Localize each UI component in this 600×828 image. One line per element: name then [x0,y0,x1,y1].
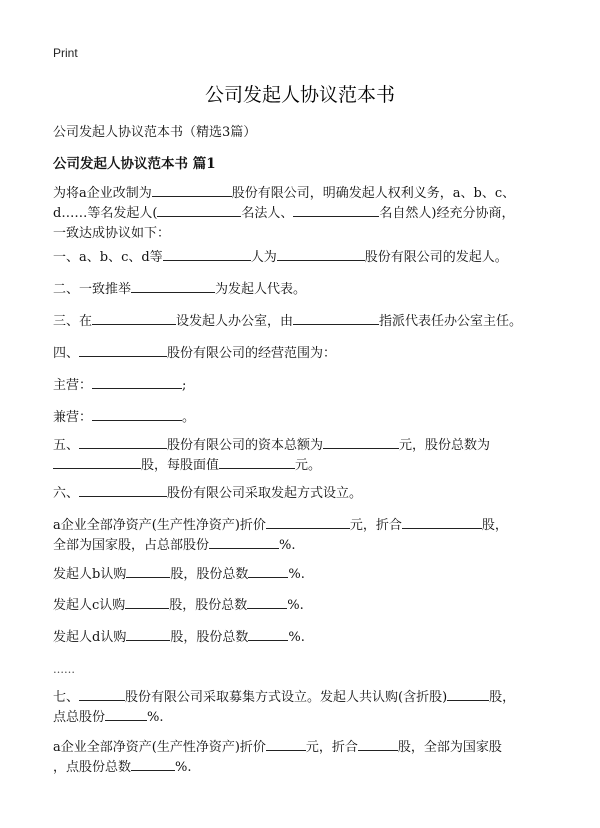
text: 股，每股面值 [141,458,220,473]
paragraph-clause-3 [53,312,553,331]
fill-blank [248,565,288,578]
text: 七、 [53,690,80,705]
paragraph-side-business [53,408,553,427]
fill-blank [79,688,125,701]
text: 一致达成协议如下： [53,226,171,241]
text: a企业全部净资产(生产性净资产)折价 [53,740,266,755]
text: 六、 [53,486,80,501]
text: %. [279,538,296,553]
fill-blank [126,565,170,578]
fill-blank [402,516,482,529]
ellipsis [53,660,553,679]
text: 元，折合 [305,740,358,755]
text: 股份有限公司采取募集方式设立。发起人共认购(含折股) [125,690,448,705]
text: ，点股份总数 [53,760,132,775]
fill-blank [266,516,350,529]
fill-blank [53,456,141,469]
paragraph-clause-6 [53,484,553,503]
fill-blank [79,436,167,449]
text: 股， [481,518,508,533]
fill-blank [293,312,379,325]
fill-blank [131,758,175,771]
paragraph-subscriber-c [53,596,553,615]
text: %. [288,630,305,645]
text: 股，全部为国家股 [397,740,502,755]
paragraph-clause-4 [53,344,553,363]
text: 主营： [53,378,93,393]
page-title: 公司发起人协议范本书 [204,84,395,106]
text: 股份有限公司的资本总额为 [167,438,324,453]
text: 股份有限公司的经营范围为： [167,346,337,361]
fill-blank [105,708,147,721]
text: 股，股份总数 [169,598,248,613]
text: 名法人、 [241,206,294,221]
section-heading: 公司发起人协议范本书 篇1 [53,156,216,172]
fill-blank [126,628,170,641]
fill-blank [125,596,169,609]
fill-blank [219,456,295,469]
text: 为将a企业改制为 [53,186,152,201]
text: 。 [182,410,196,425]
fill-blank [293,204,379,217]
text: 股份有限公司的发起人。 [364,250,508,265]
text: 元，折合 [349,518,402,533]
paragraph-clause-7 [53,688,553,727]
print-link[interactable]: Print [53,46,78,60]
text: ; [182,378,187,393]
fill-blank [163,248,251,261]
paragraph-clause-5 [53,436,553,475]
text: 四、 [53,346,80,361]
text: 发起人c认购 [53,598,126,613]
fill-blank [277,248,365,261]
fill-blank [447,688,489,701]
text: %. [288,567,305,582]
fill-blank [92,312,176,325]
text: 发起人b认购 [53,567,127,582]
paragraph-intro [53,184,553,243]
text: 三、在 [53,314,93,329]
text: 设发起人办公室，由 [176,314,294,329]
text: 元。 [295,458,322,473]
text: d……等名发起人( [53,206,158,221]
text: 兼营： [53,410,93,425]
paragraph-subscriber-b [53,565,553,584]
fill-blank [131,280,215,293]
fill-blank [157,204,241,217]
fill-blank [358,738,398,751]
text: 点总股份 [53,710,106,725]
text: 股，股份总数 [170,630,249,645]
text: 一、a、b、c、d等 [53,250,163,265]
text: %. [175,760,192,775]
fill-blank [92,408,182,421]
text: %. [287,598,304,613]
document-subtitle: 公司发起人协议范本书（精选3篇） [53,125,257,140]
text: 股份有限公司采取发起方式设立。 [167,486,363,501]
fill-blank [266,738,306,751]
text: 全部为国家股，占总部股份 [53,538,210,553]
text: 名自然人)经充分协商， [379,206,515,221]
text: 人为 [250,250,277,265]
text: 股，股份总数 [170,567,249,582]
fill-blank [323,436,399,449]
paragraph-clause-2 [53,280,553,299]
text: 指派代表任办公室主任。 [379,314,523,329]
text: 为发起人代表。 [215,282,307,297]
fill-blank [79,484,167,497]
fill-blank [247,596,287,609]
paragraph-net-assets [53,516,553,555]
fill-blank [92,376,182,389]
paragraph-subscriber-d [53,628,553,647]
text: %. [147,710,164,725]
text: 五、 [53,438,80,453]
fill-blank [248,628,288,641]
fill-blank [79,344,167,357]
text: …… [53,663,75,676]
text: a企业全部净资产(生产性净资产)折价 [53,518,266,533]
text: 元，股份总数为 [399,438,491,453]
paragraph-clause-1 [53,248,553,267]
text: 股份有限公司，明确发起人权利义务，a、b、c、 [231,186,516,201]
fill-blank [209,536,279,549]
text: 股， [489,690,516,705]
text: 二、一致推举 [53,282,132,297]
fill-blank [152,184,232,197]
text: 发起人d认购 [53,630,127,645]
paragraph-net-assets-2 [53,738,553,777]
paragraph-main-business [53,376,553,395]
